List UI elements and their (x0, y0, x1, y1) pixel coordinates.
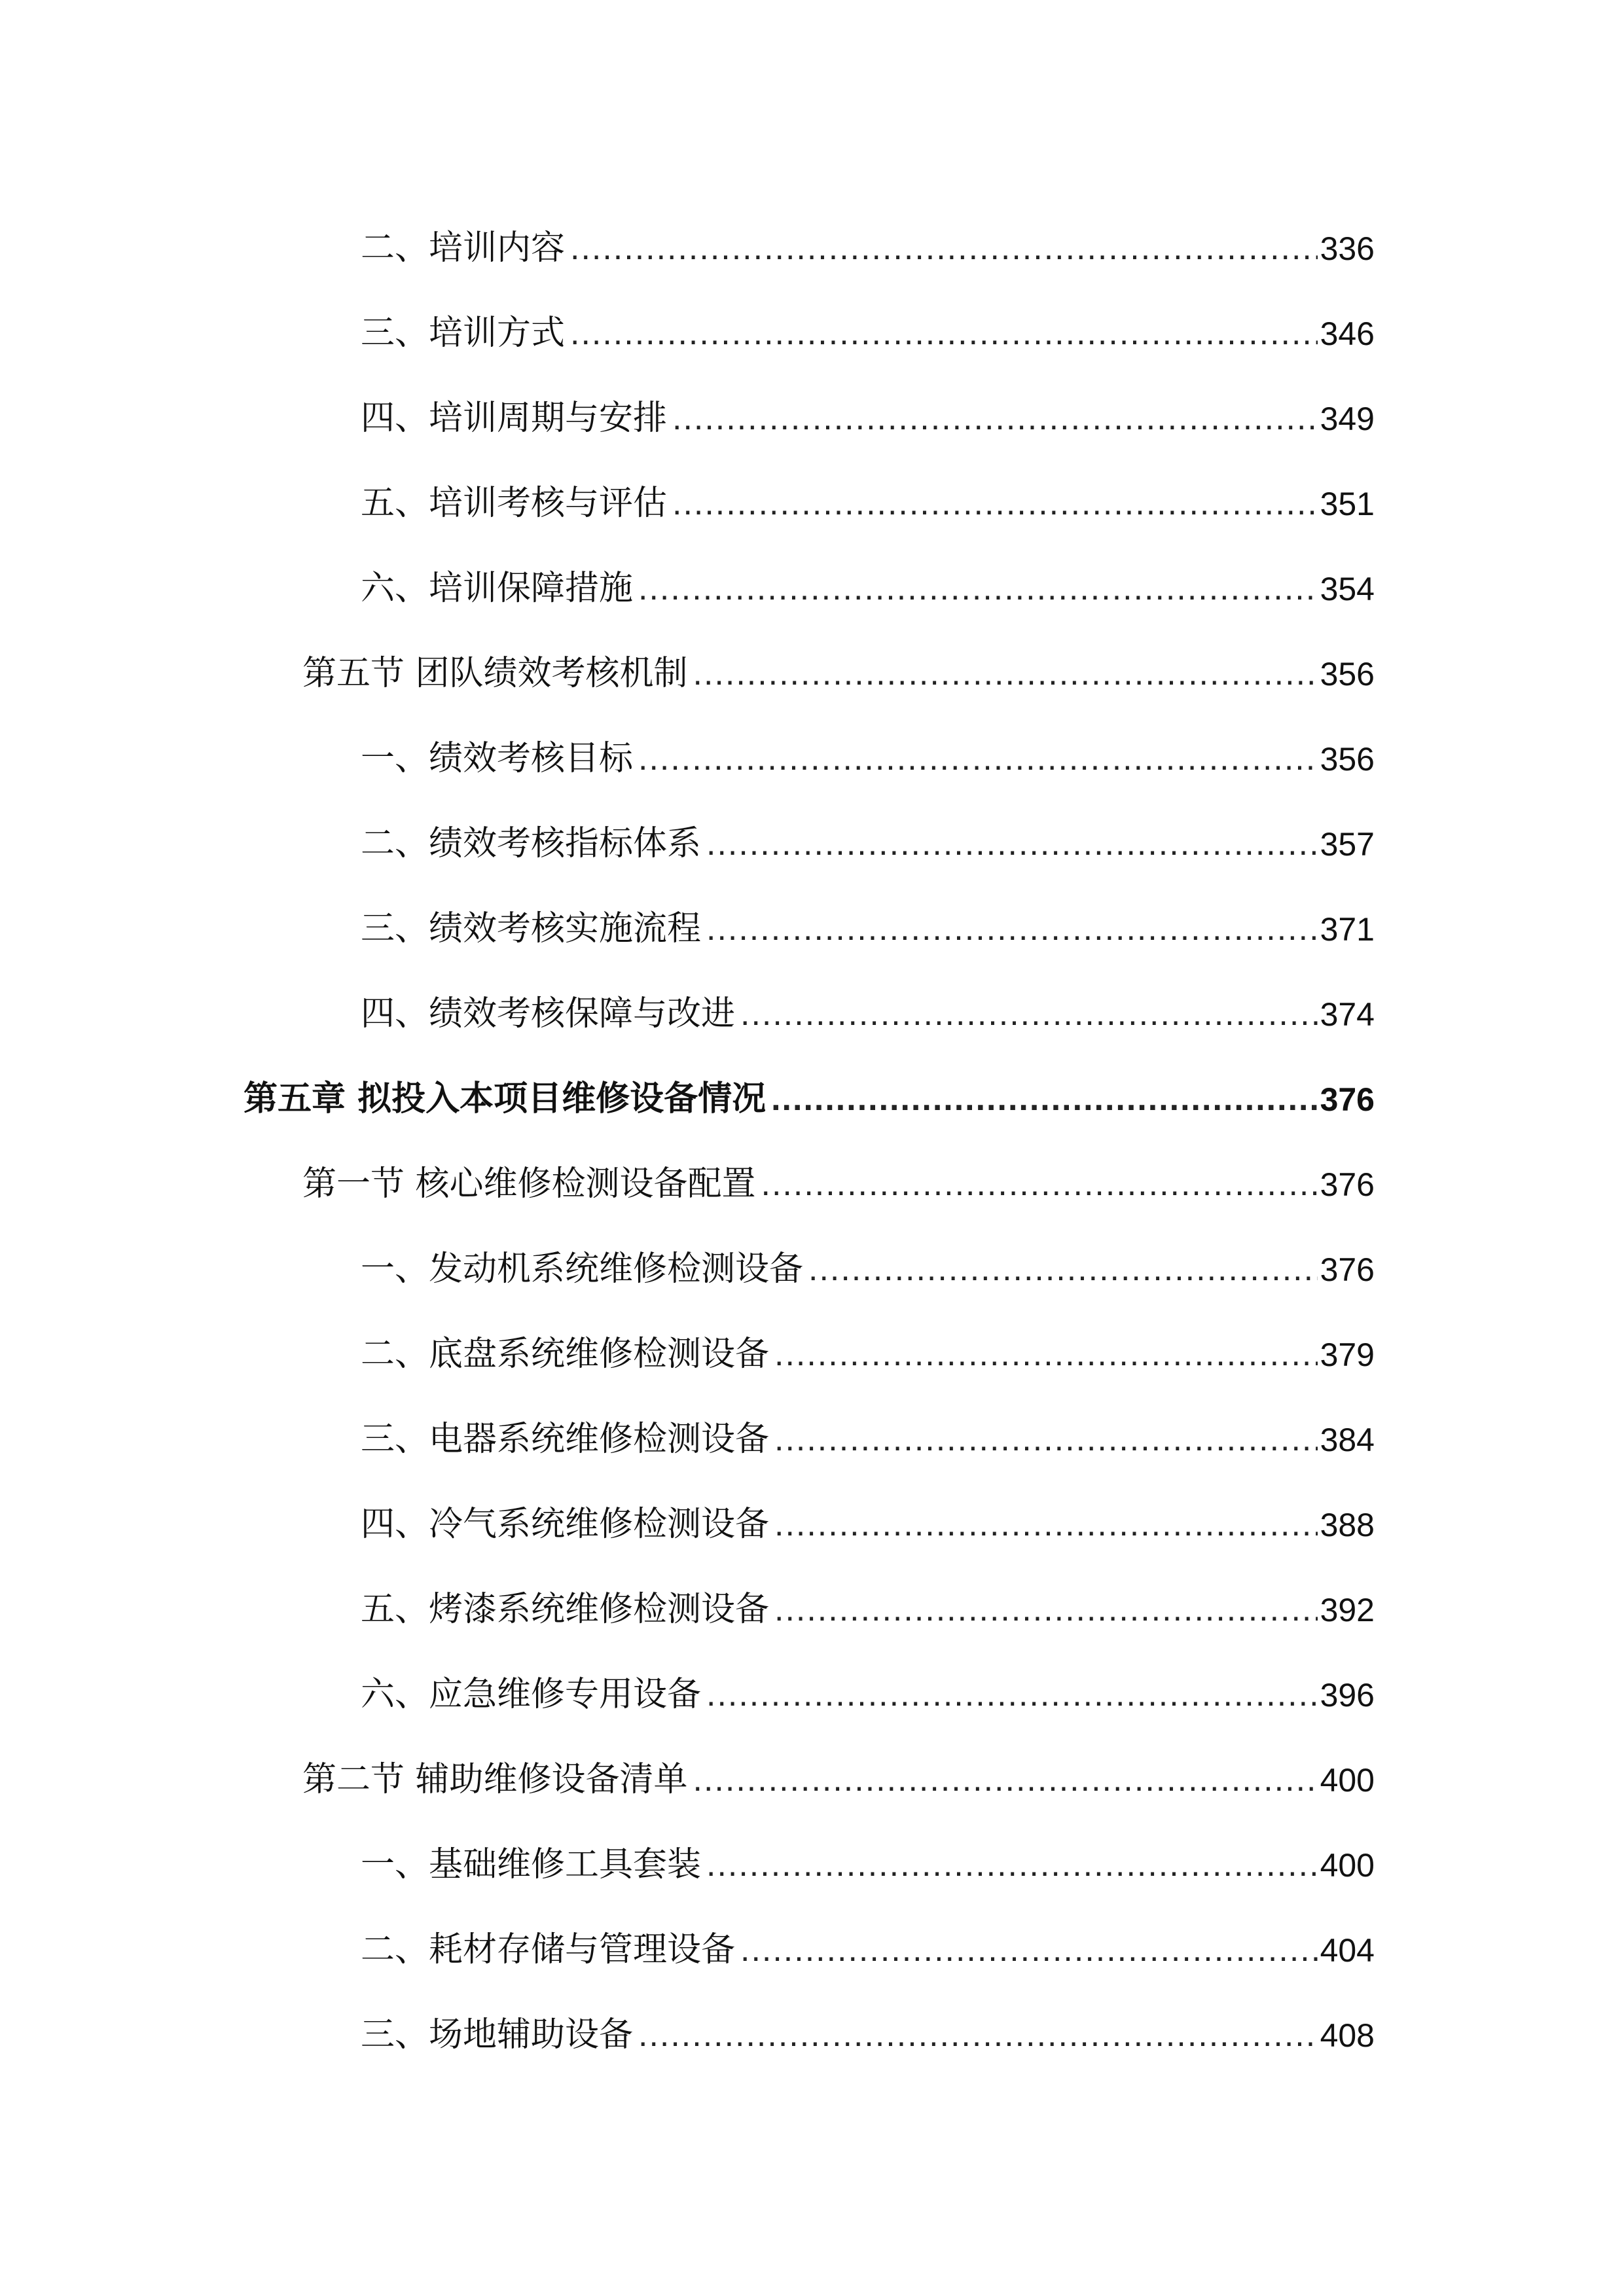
toc-entry-title: 四、绩效考核保障与改进 (361, 994, 736, 1033)
dot-leader (706, 827, 1318, 861)
toc-entry[interactable] (361, 298, 1375, 353)
toc-entry-page: 396 (1320, 1677, 1375, 1713)
toc-entry[interactable] (361, 1914, 1375, 1967)
toc-entry[interactable] (361, 1659, 1375, 1712)
toc-entry-page: 376 (1320, 1166, 1375, 1203)
toc-entry-title: 二、底盘系统维修检测设备 (361, 1335, 770, 1374)
toc-entry-page: 346 (1320, 315, 1375, 352)
toc-entry-page: 376 (1320, 1251, 1375, 1288)
toc-entry-title: 一、绩效考核目标 (361, 739, 634, 778)
toc-entry[interactable] (244, 1064, 1375, 1119)
toc-entry[interactable] (361, 553, 1375, 608)
toc-entry-page: 351 (1320, 486, 1375, 522)
toc-entry[interactable] (302, 638, 1375, 691)
toc-entry[interactable] (361, 893, 1375, 946)
toc-entry[interactable] (361, 1234, 1375, 1289)
toc-entry-title: 第二节 辅助维修设备清单 (302, 1760, 688, 1799)
dot-leader (672, 486, 1318, 520)
toc-entry[interactable] (302, 1744, 1375, 1797)
toc-entry-title: 三、培训方式 (361, 314, 566, 353)
toc-entry-page: 374 (1320, 996, 1375, 1033)
toc-entry[interactable] (361, 2000, 1375, 2052)
dot-leader (638, 571, 1318, 605)
toc-entry[interactable] (361, 1829, 1375, 1882)
toc-entry[interactable] (361, 213, 1375, 268)
toc-entry-title: 一、基础维修工具套装 (361, 1845, 702, 1884)
dot-leader (570, 316, 1318, 350)
dot-leader (638, 2018, 1318, 2052)
toc-entry-title: 四、冷气系统维修检测设备 (361, 1505, 770, 1544)
dot-leader (774, 1592, 1318, 1626)
toc-entry-title: 五、培训考核与评估 (361, 484, 668, 523)
toc-entry-page: 392 (1320, 1592, 1375, 1628)
toc-entry-page: 354 (1320, 571, 1375, 607)
dot-leader (740, 1933, 1318, 1967)
toc-entry-title: 一、发动机系统维修检测设备 (361, 1249, 804, 1289)
toc-entry[interactable] (361, 1489, 1375, 1544)
dot-leader (706, 1677, 1318, 1712)
dot-leader (570, 231, 1318, 265)
toc-entry-page: 400 (1320, 1847, 1375, 1884)
dot-leader (706, 1848, 1318, 1882)
toc-entry-page: 404 (1320, 1932, 1375, 1969)
toc-entry[interactable] (361, 468, 1375, 523)
toc-entry-title: 四、培训周期与安排 (361, 399, 668, 438)
toc-entry[interactable] (361, 1319, 1375, 1374)
toc-entry-page: 371 (1320, 911, 1375, 948)
dot-leader (774, 1337, 1318, 1371)
dot-leader (672, 401, 1318, 435)
toc-entry-title: 二、耗材存储与管理设备 (361, 1930, 736, 1969)
toc-entry[interactable] (361, 978, 1375, 1031)
dot-leader (774, 1422, 1318, 1456)
toc-entry[interactable] (361, 808, 1375, 861)
dot-leader (693, 1763, 1318, 1797)
toc-entry-page: 356 (1320, 741, 1375, 778)
toc-entry-page: 384 (1320, 1422, 1375, 1458)
toc-entry-title: 第五节 团队绩效考核机制 (302, 654, 688, 693)
toc-entry-title: 三、电器系统维修检测设备 (361, 1420, 770, 1459)
toc-entry[interactable] (302, 1149, 1375, 1204)
toc-entry-page: 408 (1320, 2017, 1375, 2054)
toc-entry-title: 第一节 核心维修检测设备配置 (302, 1164, 756, 1204)
toc-entry-title: 二、绩效考核指标体系 (361, 824, 702, 863)
dot-leader (638, 742, 1318, 776)
dot-leader (808, 1252, 1318, 1286)
toc-entry-page: 356 (1320, 656, 1375, 692)
toc-entry[interactable] (361, 723, 1375, 776)
toc-entry[interactable] (361, 1574, 1375, 1629)
toc-entry-page: 379 (1320, 1336, 1375, 1373)
toc-entry-page: 400 (1320, 1762, 1375, 1799)
dot-leader (740, 997, 1318, 1031)
dot-leader (771, 1082, 1317, 1116)
toc-entry[interactable] (361, 383, 1375, 438)
toc-entry[interactable] (361, 1404, 1375, 1459)
toc-entry-title: 五、烤漆系统维修检测设备 (361, 1590, 770, 1629)
toc-entry-page: 336 (1320, 230, 1375, 267)
toc-entry-page: 376 (1320, 1081, 1375, 1118)
toc-entry-title: 六、培训保障措施 (361, 569, 634, 608)
toc-entry-page: 357 (1320, 826, 1375, 863)
toc-entry-title: 三、场地辅助设备 (361, 2015, 634, 2054)
dot-leader (761, 1167, 1318, 1201)
dot-leader (693, 656, 1318, 691)
toc-entry-page: 388 (1320, 1507, 1375, 1543)
dot-leader (706, 912, 1318, 946)
toc-entry-title: 二、培训内容 (361, 228, 566, 268)
toc-entry-title: 第五章 拟投入本项目维修设备情况 (244, 1079, 767, 1119)
toc-entry-title: 三、绩效考核实施流程 (361, 909, 702, 948)
toc-entry-title: 六、应急维修专用设备 (361, 1675, 702, 1714)
dot-leader (774, 1507, 1318, 1541)
toc-entry-page: 349 (1320, 401, 1375, 437)
